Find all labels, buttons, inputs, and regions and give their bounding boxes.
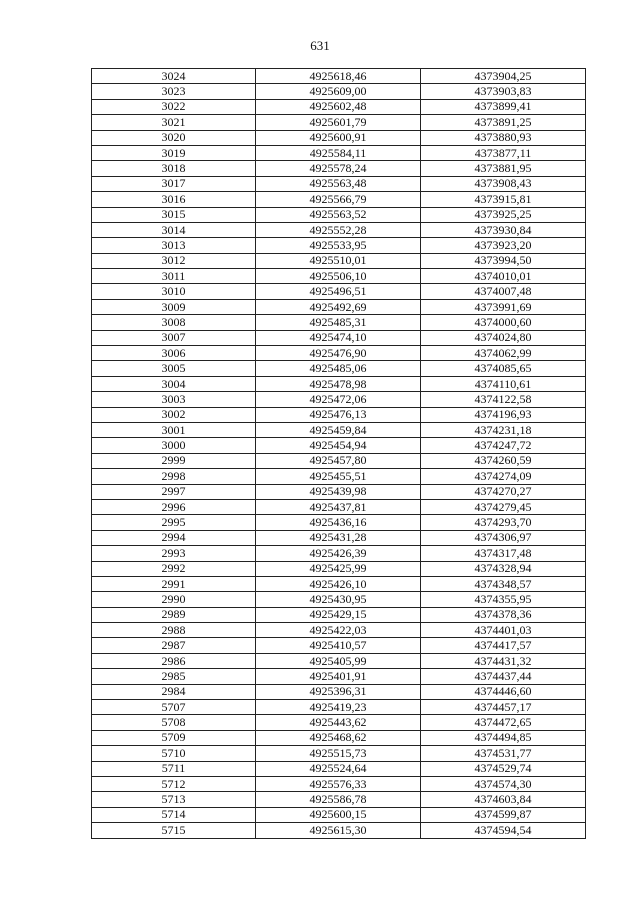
x-coordinate-cell: 4925584,11 [256, 145, 421, 160]
y-coordinate-cell: 4374122,58 [421, 392, 586, 407]
y-coordinate-cell: 4374000,60 [421, 315, 586, 330]
x-coordinate-cell: 4925425,99 [256, 561, 421, 576]
table-row [92, 130, 586, 145]
point-number-cell: 3017 [92, 176, 256, 191]
y-coordinate-cell: 4374328,94 [421, 561, 586, 576]
table-row [92, 700, 586, 715]
point-number-cell: 5713 [92, 792, 256, 807]
y-coordinate-cell: 4373925,25 [421, 207, 586, 222]
y-coordinate-cell: 4373899,41 [421, 99, 586, 114]
table-row [92, 684, 586, 699]
x-coordinate-cell: 4925602,48 [256, 99, 421, 114]
point-number-cell: 3024 [92, 69, 256, 84]
x-coordinate-cell: 4925524,64 [256, 761, 421, 776]
table-row [92, 346, 586, 361]
x-coordinate-cell: 4925401,91 [256, 669, 421, 684]
table-row [92, 84, 586, 99]
y-coordinate-cell: 4374417,57 [421, 638, 586, 653]
table-row [92, 407, 586, 422]
x-coordinate-cell: 4925576,33 [256, 776, 421, 791]
x-coordinate-cell: 4925552,28 [256, 222, 421, 237]
point-number-cell: 2995 [92, 515, 256, 530]
x-coordinate-cell: 4925472,06 [256, 392, 421, 407]
y-coordinate-cell: 4374446,60 [421, 684, 586, 699]
y-coordinate-cell: 4373881,95 [421, 161, 586, 176]
y-coordinate-cell: 4374274,09 [421, 469, 586, 484]
y-coordinate-cell: 4373908,43 [421, 176, 586, 191]
y-coordinate-cell: 4374355,95 [421, 592, 586, 607]
y-coordinate-cell: 4374472,65 [421, 715, 586, 730]
point-number-cell: 3023 [92, 84, 256, 99]
point-number-cell: 2990 [92, 592, 256, 607]
x-coordinate-cell: 4925396,31 [256, 684, 421, 699]
x-coordinate-cell: 4925586,78 [256, 792, 421, 807]
point-number-cell: 3001 [92, 422, 256, 437]
point-number-cell: 2994 [92, 530, 256, 545]
x-coordinate-cell: 4925485,06 [256, 361, 421, 376]
point-number-cell: 2988 [92, 623, 256, 638]
x-coordinate-cell: 4925615,30 [256, 823, 421, 838]
x-coordinate-cell: 4925578,24 [256, 161, 421, 176]
table-row [92, 499, 586, 514]
table-row [92, 392, 586, 407]
table-row [92, 607, 586, 622]
point-number-cell: 2987 [92, 638, 256, 653]
point-number-cell: 5715 [92, 823, 256, 838]
table-row [92, 376, 586, 391]
table-row [92, 561, 586, 576]
table-row [92, 792, 586, 807]
coordinates-table-body [92, 69, 586, 839]
y-coordinate-cell: 4374007,48 [421, 284, 586, 299]
x-coordinate-cell: 4925429,15 [256, 607, 421, 622]
point-number-cell: 2993 [92, 546, 256, 561]
y-coordinate-cell: 4373915,81 [421, 192, 586, 207]
point-number-cell: 2984 [92, 684, 256, 699]
y-coordinate-cell: 4373903,83 [421, 84, 586, 99]
table-row [92, 730, 586, 745]
x-coordinate-cell: 4925600,15 [256, 807, 421, 822]
x-coordinate-cell: 4925459,84 [256, 422, 421, 437]
x-coordinate-cell: 4925405,99 [256, 653, 421, 668]
y-coordinate-cell: 4374378,36 [421, 607, 586, 622]
y-coordinate-cell: 4374317,48 [421, 546, 586, 561]
x-coordinate-cell: 4925506,10 [256, 269, 421, 284]
table-row [92, 746, 586, 761]
y-coordinate-cell: 4374293,70 [421, 515, 586, 530]
point-number-cell: 3013 [92, 238, 256, 253]
y-coordinate-cell: 4373994,50 [421, 253, 586, 268]
page-number: 631 [310, 38, 330, 53]
y-coordinate-cell: 4374024,80 [421, 330, 586, 345]
point-number-cell: 2998 [92, 469, 256, 484]
point-number-cell: 2985 [92, 669, 256, 684]
x-coordinate-cell: 4925609,00 [256, 84, 421, 99]
y-coordinate-cell: 4374110,61 [421, 376, 586, 391]
y-coordinate-cell: 4374594,54 [421, 823, 586, 838]
x-coordinate-cell: 4925422,03 [256, 623, 421, 638]
point-number-cell: 2999 [92, 453, 256, 468]
table-row [92, 69, 586, 84]
y-coordinate-cell: 4374531,77 [421, 746, 586, 761]
y-coordinate-cell: 4374529,74 [421, 761, 586, 776]
y-coordinate-cell: 4374306,97 [421, 530, 586, 545]
table-row [92, 238, 586, 253]
x-coordinate-cell: 4925436,16 [256, 515, 421, 530]
table-row [92, 284, 586, 299]
point-number-cell: 3014 [92, 222, 256, 237]
point-number-cell: 3009 [92, 299, 256, 314]
y-coordinate-cell: 4374401,03 [421, 623, 586, 638]
y-coordinate-cell: 4373991,69 [421, 299, 586, 314]
table-row [92, 192, 586, 207]
table-row [92, 330, 586, 345]
point-number-cell: 5711 [92, 761, 256, 776]
y-coordinate-cell: 4374599,87 [421, 807, 586, 822]
point-number-cell: 3019 [92, 145, 256, 160]
x-coordinate-cell: 4925601,79 [256, 115, 421, 130]
y-coordinate-cell: 4373923,20 [421, 238, 586, 253]
x-coordinate-cell: 4925468,62 [256, 730, 421, 745]
table-row [92, 546, 586, 561]
table-row [92, 115, 586, 130]
point-number-cell: 3011 [92, 269, 256, 284]
y-coordinate-cell: 4373880,93 [421, 130, 586, 145]
y-coordinate-cell: 4374085,65 [421, 361, 586, 376]
point-number-cell: 5714 [92, 807, 256, 822]
table-row [92, 669, 586, 684]
table-row [92, 299, 586, 314]
point-number-cell: 3000 [92, 438, 256, 453]
table-row [92, 761, 586, 776]
y-coordinate-cell: 4374260,59 [421, 453, 586, 468]
table-row [92, 315, 586, 330]
point-number-cell: 3018 [92, 161, 256, 176]
x-coordinate-cell: 4925496,51 [256, 284, 421, 299]
x-coordinate-cell: 4925618,46 [256, 69, 421, 84]
x-coordinate-cell: 4925455,51 [256, 469, 421, 484]
x-coordinate-cell: 4925474,10 [256, 330, 421, 345]
table-row [92, 99, 586, 114]
y-coordinate-cell: 4374270,27 [421, 484, 586, 499]
point-number-cell: 3022 [92, 99, 256, 114]
x-coordinate-cell: 4925566,79 [256, 192, 421, 207]
point-number-cell: 3005 [92, 361, 256, 376]
x-coordinate-cell: 4925485,31 [256, 315, 421, 330]
coordinates-table [91, 68, 586, 839]
point-number-cell: 3007 [92, 330, 256, 345]
y-coordinate-cell: 4373877,11 [421, 145, 586, 160]
y-coordinate-cell: 4374457,17 [421, 700, 586, 715]
x-coordinate-cell: 4925563,48 [256, 176, 421, 191]
y-coordinate-cell: 4373891,25 [421, 115, 586, 130]
table-row [92, 207, 586, 222]
y-coordinate-cell: 4374196,93 [421, 407, 586, 422]
x-coordinate-cell: 4925476,90 [256, 346, 421, 361]
table-row [92, 469, 586, 484]
point-number-cell: 3003 [92, 392, 256, 407]
y-coordinate-cell: 4374431,32 [421, 653, 586, 668]
x-coordinate-cell: 4925410,57 [256, 638, 421, 653]
y-coordinate-cell: 4374574,30 [421, 776, 586, 791]
y-coordinate-cell: 4373930,84 [421, 222, 586, 237]
table-row [92, 453, 586, 468]
y-coordinate-cell: 4373904,25 [421, 69, 586, 84]
table-row [92, 592, 586, 607]
point-number-cell: 3004 [92, 376, 256, 391]
table-row [92, 145, 586, 160]
point-number-cell: 5707 [92, 700, 256, 715]
point-number-cell: 5709 [92, 730, 256, 745]
y-coordinate-cell: 4374437,44 [421, 669, 586, 684]
table-row [92, 361, 586, 376]
x-coordinate-cell: 4925533,95 [256, 238, 421, 253]
point-number-cell: 3008 [92, 315, 256, 330]
table-row [92, 269, 586, 284]
x-coordinate-cell: 4925437,81 [256, 499, 421, 514]
point-number-cell: 2997 [92, 484, 256, 499]
table-row [92, 422, 586, 437]
y-coordinate-cell: 4374010,01 [421, 269, 586, 284]
point-number-cell: 3012 [92, 253, 256, 268]
table-row [92, 438, 586, 453]
x-coordinate-cell: 4925454,94 [256, 438, 421, 453]
x-coordinate-cell: 4925419,23 [256, 700, 421, 715]
table-row [92, 715, 586, 730]
y-coordinate-cell: 4374348,57 [421, 576, 586, 591]
y-coordinate-cell: 4374603,84 [421, 792, 586, 807]
table-row [92, 576, 586, 591]
x-coordinate-cell: 4925431,28 [256, 530, 421, 545]
x-coordinate-cell: 4925443,62 [256, 715, 421, 730]
x-coordinate-cell: 4925563,52 [256, 207, 421, 222]
point-number-cell: 5708 [92, 715, 256, 730]
x-coordinate-cell: 4925515,73 [256, 746, 421, 761]
table-row [92, 776, 586, 791]
table-row [92, 222, 586, 237]
point-number-cell: 3021 [92, 115, 256, 130]
table-row [92, 623, 586, 638]
x-coordinate-cell: 4925426,39 [256, 546, 421, 561]
point-number-cell: 2989 [92, 607, 256, 622]
x-coordinate-cell: 4925439,98 [256, 484, 421, 499]
point-number-cell: 3015 [92, 207, 256, 222]
y-coordinate-cell: 4374494,85 [421, 730, 586, 745]
x-coordinate-cell: 4925492,69 [256, 299, 421, 314]
point-number-cell: 2992 [92, 561, 256, 576]
point-number-cell: 3002 [92, 407, 256, 422]
point-number-cell: 2991 [92, 576, 256, 591]
table-row [92, 638, 586, 653]
point-number-cell: 5710 [92, 746, 256, 761]
x-coordinate-cell: 4925478,98 [256, 376, 421, 391]
table-row [92, 807, 586, 822]
x-coordinate-cell: 4925476,13 [256, 407, 421, 422]
point-number-cell: 3006 [92, 346, 256, 361]
x-coordinate-cell: 4925600,91 [256, 130, 421, 145]
table-row [92, 253, 586, 268]
table-row [92, 530, 586, 545]
x-coordinate-cell: 4925457,80 [256, 453, 421, 468]
table-row [92, 653, 586, 668]
table-row [92, 515, 586, 530]
y-coordinate-cell: 4374247,72 [421, 438, 586, 453]
table-row [92, 823, 586, 838]
table-row [92, 484, 586, 499]
y-coordinate-cell: 4374062,99 [421, 346, 586, 361]
y-coordinate-cell: 4374231,18 [421, 422, 586, 437]
point-number-cell: 3010 [92, 284, 256, 299]
point-number-cell: 2986 [92, 653, 256, 668]
point-number-cell: 5712 [92, 776, 256, 791]
x-coordinate-cell: 4925510,01 [256, 253, 421, 268]
y-coordinate-cell: 4374279,45 [421, 499, 586, 514]
table-row [92, 176, 586, 191]
x-coordinate-cell: 4925430,95 [256, 592, 421, 607]
point-number-cell: 3020 [92, 130, 256, 145]
x-coordinate-cell: 4925426,10 [256, 576, 421, 591]
point-number-cell: 2996 [92, 499, 256, 514]
point-number-cell: 3016 [92, 192, 256, 207]
table-row [92, 161, 586, 176]
